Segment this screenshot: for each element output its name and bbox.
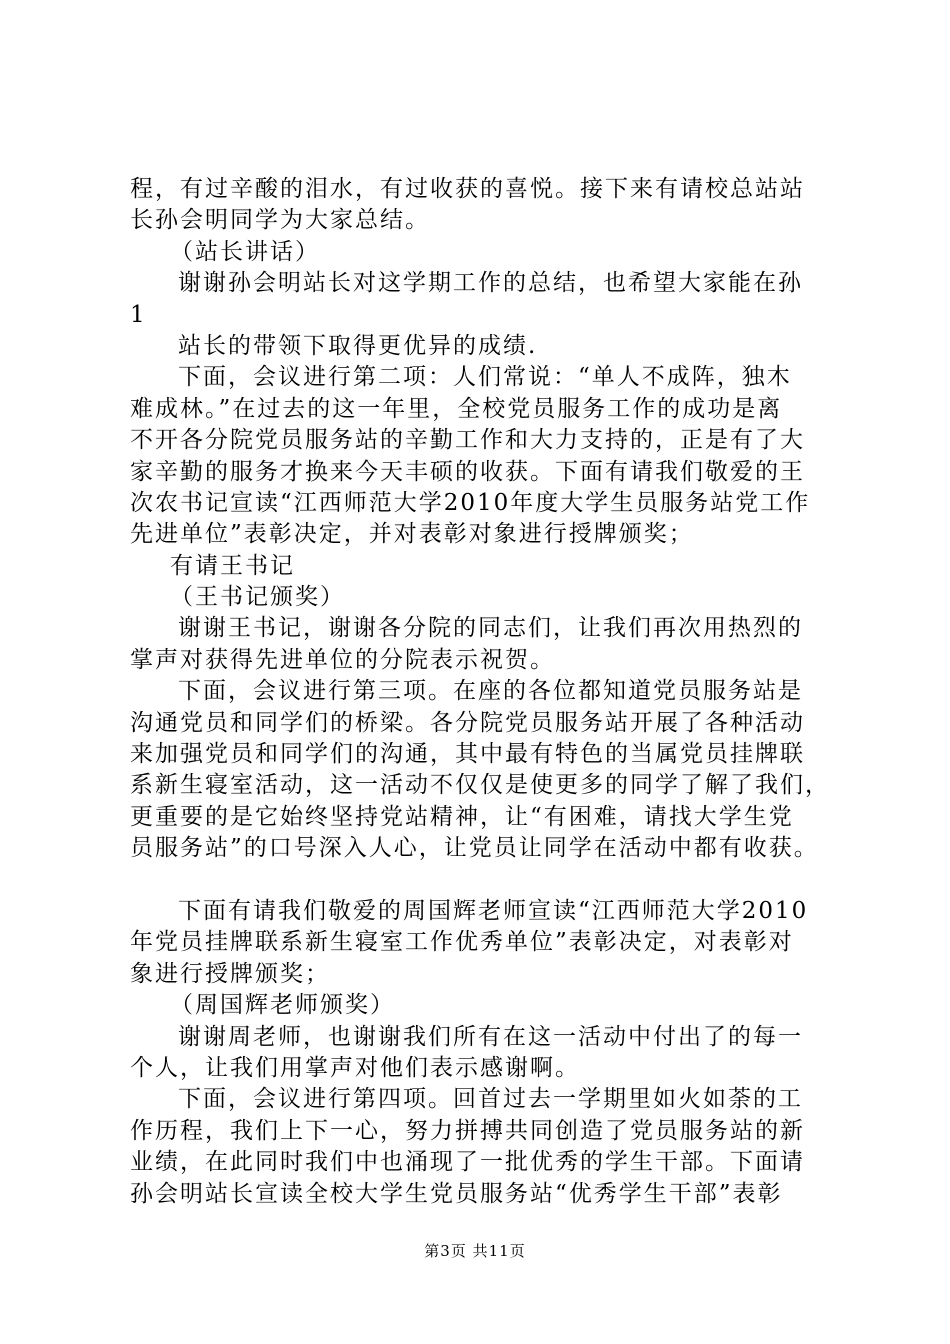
text-line: 谢谢孙会明站长对这学期工作的总结，也希望大家能在孙 <box>178 270 803 297</box>
text-line: 来加强党员和同学们的沟通，其中最有特色的当属党员挂牌联 <box>130 741 805 768</box>
text-line: 下面，会议进行第二项：人们常说：“单人不成阵，独木 <box>178 364 792 391</box>
text-line: 谢谢王书记，谢谢各分院的同志们，让我们再次用热烈的 <box>178 615 803 642</box>
text-line: 站长的带领下取得更优异的成绩. <box>178 332 538 359</box>
text-line: 系新生寝室活动，这一活动不仅仅是使更多的同学了解了我们， <box>130 772 830 799</box>
text-line: 沟通党员和同学们的桥梁。各分院党员服务站开展了各种活动 <box>130 709 805 736</box>
text-line: 更重要的是它始终坚持党站精神，让“有困难，请找大学生党 <box>130 803 794 830</box>
text-line: 次农书记宣读“江西师范大学2010年度大学生员服务站党工作 <box>130 489 811 516</box>
paragraph-gap <box>130 865 830 896</box>
text-line: 有请王书记 <box>170 552 295 579</box>
text-line: 象进行授牌颁奖； <box>130 960 330 987</box>
text-line: 难成林。”在过去的这一年里，全校党员服务工作的成功是离 <box>130 395 783 422</box>
document-body <box>130 174 830 1210</box>
text-line: 员服务站”的口号深入人心，让党员让同学在活动中都有收获。 <box>130 835 819 862</box>
text-line: 掌声对获得先进单位的分院表示祝贺。 <box>130 646 555 673</box>
text-line: 作历程，我们上下一心，努力拼搏共同创造了党员服务站的新 <box>130 1117 805 1144</box>
page-footer: 第3页 共11页 <box>424 1242 526 1260</box>
text-line: 先进单位”表彰决定，并对表彰对象进行授牌颁奖； <box>130 521 694 548</box>
text-line: （周国辉老师颁奖） <box>170 992 395 1019</box>
text-line: 程，有过辛酸的泪水，有过收获的喜悦。接下来有请校总站站 <box>130 176 805 202</box>
text-line: 年党员挂牌联系新生寝室工作优秀单位”表彰决定，对表彰对 <box>130 929 794 956</box>
text-line: 业绩，在此同时我们中也涌现了一批优秀的学生干部。下面请 <box>130 1149 805 1176</box>
text-line: 谢谢周老师，也谢谢我们所有在这一活动中付出了的每一 <box>178 1023 803 1050</box>
text-line: 长孙会明同学为大家总结。 <box>130 207 430 234</box>
text-line: 1 <box>130 301 147 328</box>
text-line: （王书记颁奖） <box>170 584 345 611</box>
text-line: 孙会明站长宣读全校大学生党员服务站“优秀学生干部”表彰 <box>130 1180 783 1207</box>
text-line: 不开各分院党员服务站的辛勤工作和大力支持的，正是有了大 <box>130 427 805 454</box>
text-line: 下面有请我们敬爱的周国辉老师宣读“江西师范大学2010 <box>178 897 809 924</box>
text-line: 下面，会议进行第四项。回首过去一学期里如火如荼的工 <box>178 1086 803 1113</box>
text-line: 下面，会议进行第三项。在座的各位都知道党员服务站是 <box>178 678 803 705</box>
text-line: 个人，让我们用掌声对他们表示感谢啊。 <box>130 1054 580 1081</box>
text-line: （站长讲话） <box>170 238 320 265</box>
text-line: 家辛勤的服务才换来今天丰硕的收获。下面有请我们敬爱的王 <box>130 458 805 485</box>
